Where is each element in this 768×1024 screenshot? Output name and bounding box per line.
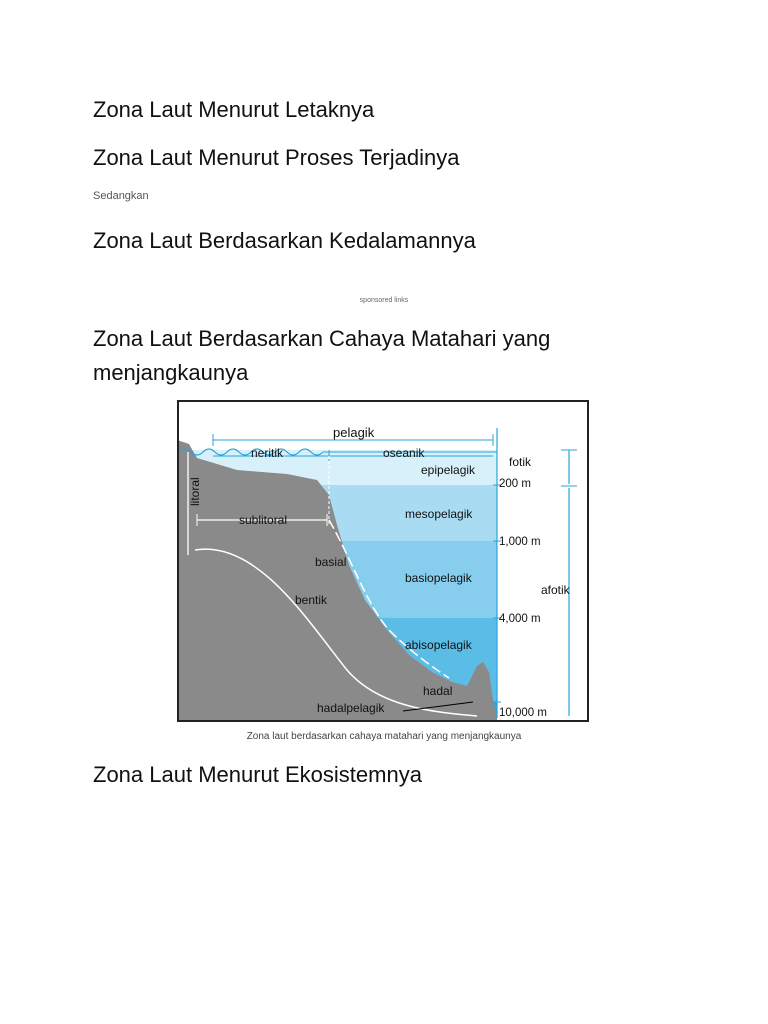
label-mesopelagik: mesopelagik [405,507,473,521]
depth-10000: 10,000 m [499,707,547,719]
depth-1000: 1,000 m [499,536,541,548]
label-litoral: litoral [188,477,202,506]
sponsored-links[interactable]: sponsored links [359,297,409,304]
label-oseanik: oseanik [383,446,425,460]
depth-200: 200 m [499,478,531,490]
label-pelagik: pelagik [333,425,375,440]
label-afotik: afotik [541,583,570,597]
label-bentik: bentik [295,593,328,607]
heading-kedalaman: Zona Laut Berdasarkan Kedalamannya [93,228,476,253]
heading-proses: Zona Laut Menurut Proses Terjadinya [93,145,460,170]
depth-4000: 4,000 m [499,613,541,625]
label-hadal: hadal [423,684,453,698]
label-neritik: neritik [251,446,284,460]
heading-cahaya: Zona Laut Berdasarkan Cahaya Matahari yang menjangkaunya [93,326,551,385]
label-basiopelagik: basiopelagik [405,571,472,585]
paragraph-sedangkan: Sedangkan [93,190,149,202]
label-basial: basial [315,555,347,569]
label-hadalpelagik: hadalpelagik [317,701,385,715]
heading-letak: Zona Laut Menurut Letaknya [93,97,375,122]
figure-caption: Zona laut berdasarkan cahaya matahari yang menjangkaunya [246,731,522,742]
label-abisopelagik: abisopelagik [405,638,472,652]
heading-ekosistem: Zona Laut Menurut Ekosistemnya [93,762,422,787]
label-sublitoral: sublitoral [239,513,288,527]
label-epipelagik: epipelagik [421,463,476,477]
ocean-zone-diagram [177,400,589,722]
label-fotik: fotik [509,455,532,469]
